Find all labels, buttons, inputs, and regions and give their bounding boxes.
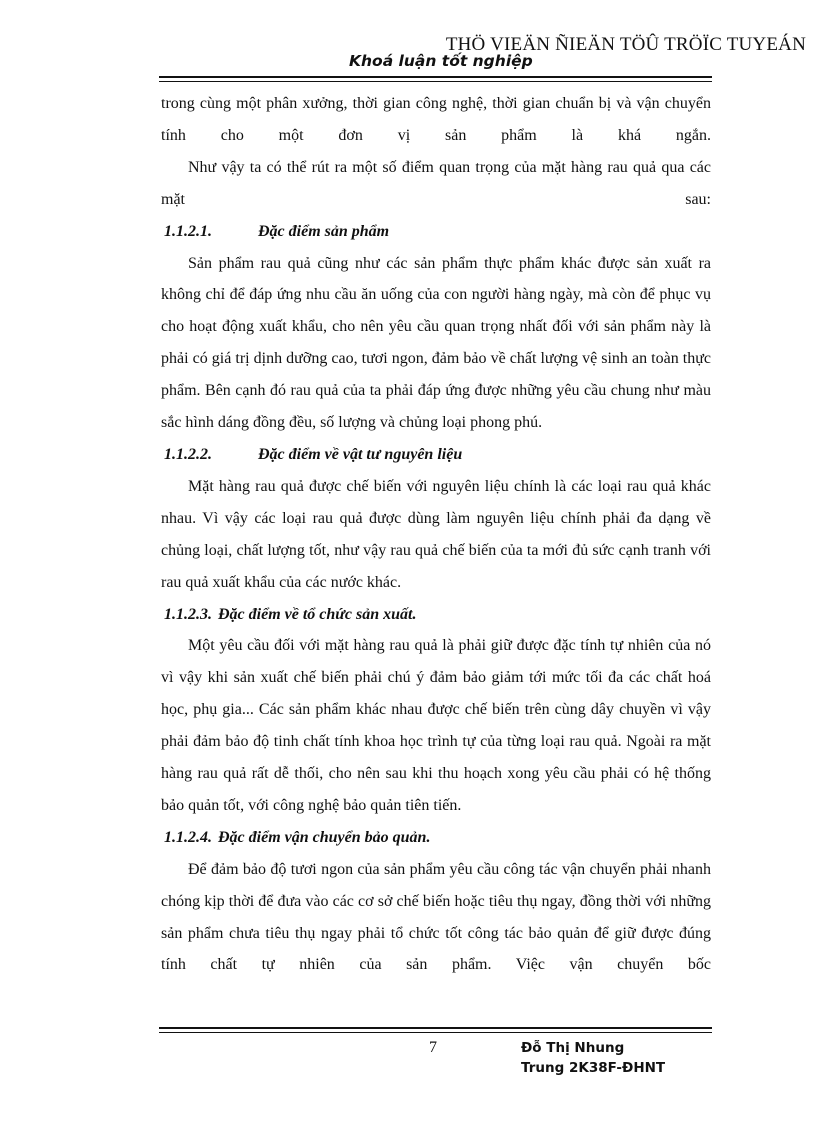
section-number: 1.1.2.1.	[164, 222, 212, 240]
section-heading-materials	[161, 439, 711, 471]
section-title: Đặc điểm vận chuyển bảo quản.	[218, 828, 431, 846]
page-number: 7	[429, 1039, 437, 1056]
section-heading-production	[161, 599, 711, 631]
section-heading-transport	[161, 822, 711, 854]
section-title: Đặc điểm về vật tư nguyên liệu	[258, 445, 463, 463]
section-title: Đặc điểm về tổ chức sản xuất.	[218, 605, 417, 623]
paragraph-intro: Như vậy ta có thể rút ra một số điểm quan trọng của mặt hàng rau quả qua các mặt sau:	[161, 158, 711, 208]
author-name: Đỗ Thị Nhung	[521, 1040, 625, 1056]
footer-divider	[159, 1027, 712, 1033]
header-title: Khoá luận tốt nghiệp	[349, 52, 533, 70]
section-number: 1.1.2.2.	[164, 445, 212, 463]
document-body	[161, 88, 711, 981]
header-divider	[159, 76, 712, 82]
paragraph-production: Một yêu cầu đối với mặt hàng rau quả là phải giữ được đặc tính tự nhiên của nó vì vậy khi sản xuất chế biến phải chú ý đảm bảo giảm tới mức tối đa các chất hoá học, phụ gia... Các sản phẩm khác nhau được chế biến trên cùng dây chuyền vì vậy phải đảm bảo độ tinh chất tính khoa học trình tự của từng loại rau quả. Ngoài ra mặt hàng rau quả rất dễ thối, cho nên sau khi thu hoạch xong yêu cầu phải có hệ thống bảo quản tốt, với công nghệ bảo quản tiên tiến.	[161, 637, 711, 814]
paragraph-transport: Để đảm bảo độ tươi ngon của sản phẩm yêu cầu công tác vận chuyển phải nhanh chóng kịp thời để đưa vào các cơ sở chế biến hoặc tiêu thụ ngay, đồng thời với những sản phẩm chưa tiêu thụ ngay phải tổ chức tốt công tác bảo quản để giữ được đúng tính chất tự nhiên của sản phẩm. Việc vận chuyển bốc	[161, 860, 711, 974]
paragraph-product: Sản phẩm rau quả cũng như các sản phẩm thực phẩm khác được sản xuất ra không chỉ để đáp ứng nhu cầu ăn uống của con người hàng ngày, mà còn để phục vụ cho hoạt động xuất khẩu, cho nên yêu cầu quan trọng nhất đối với sản phẩm này là phải có giá trị dịnh dưỡng cao, tươi ngon, đảm bảo về chất lượng vệ sinh an toàn thực phẩm. Bên cạnh đó rau quả của ta phải đáp ứng được những yêu cầu chung như màu sắc hình dáng đồng đều, số lượng và chủng loại phong phú.	[161, 254, 711, 432]
section-heading-product	[161, 216, 711, 248]
author-class: Trung 2K38F-ĐHNT	[521, 1060, 666, 1076]
footer-author	[521, 1038, 665, 1078]
paragraph-materials: Mặt hàng rau quả được chế biến với nguyên liệu chính là các loại rau quả khác nhau. Vì vậy các loại rau quả được dùng làm nguyên liệu chính phải đa dạng về chủng loại, chất lượng tốt, như vậy rau quả chế biến của ta mới đủ sức cạnh tranh với rau quả xuất khẩu của các nước khác.	[161, 477, 711, 591]
paragraph-continuation: trong cùng một phân xưởng, thời gian công nghệ, thời gian chuẩn bị và vận chuyển tính cho một đơn vị sản phẩm là khá ngắn.	[161, 95, 711, 144]
watermark-text: THÖ VIEÄN ÑIEÄN TÖÛ TRÖÏC TUYEÁN	[445, 34, 806, 55]
section-title: Đặc điểm sản phẩm	[258, 222, 390, 240]
section-number: 1.1.2.3.	[164, 605, 212, 623]
section-number: 1.1.2.4.	[164, 828, 212, 846]
